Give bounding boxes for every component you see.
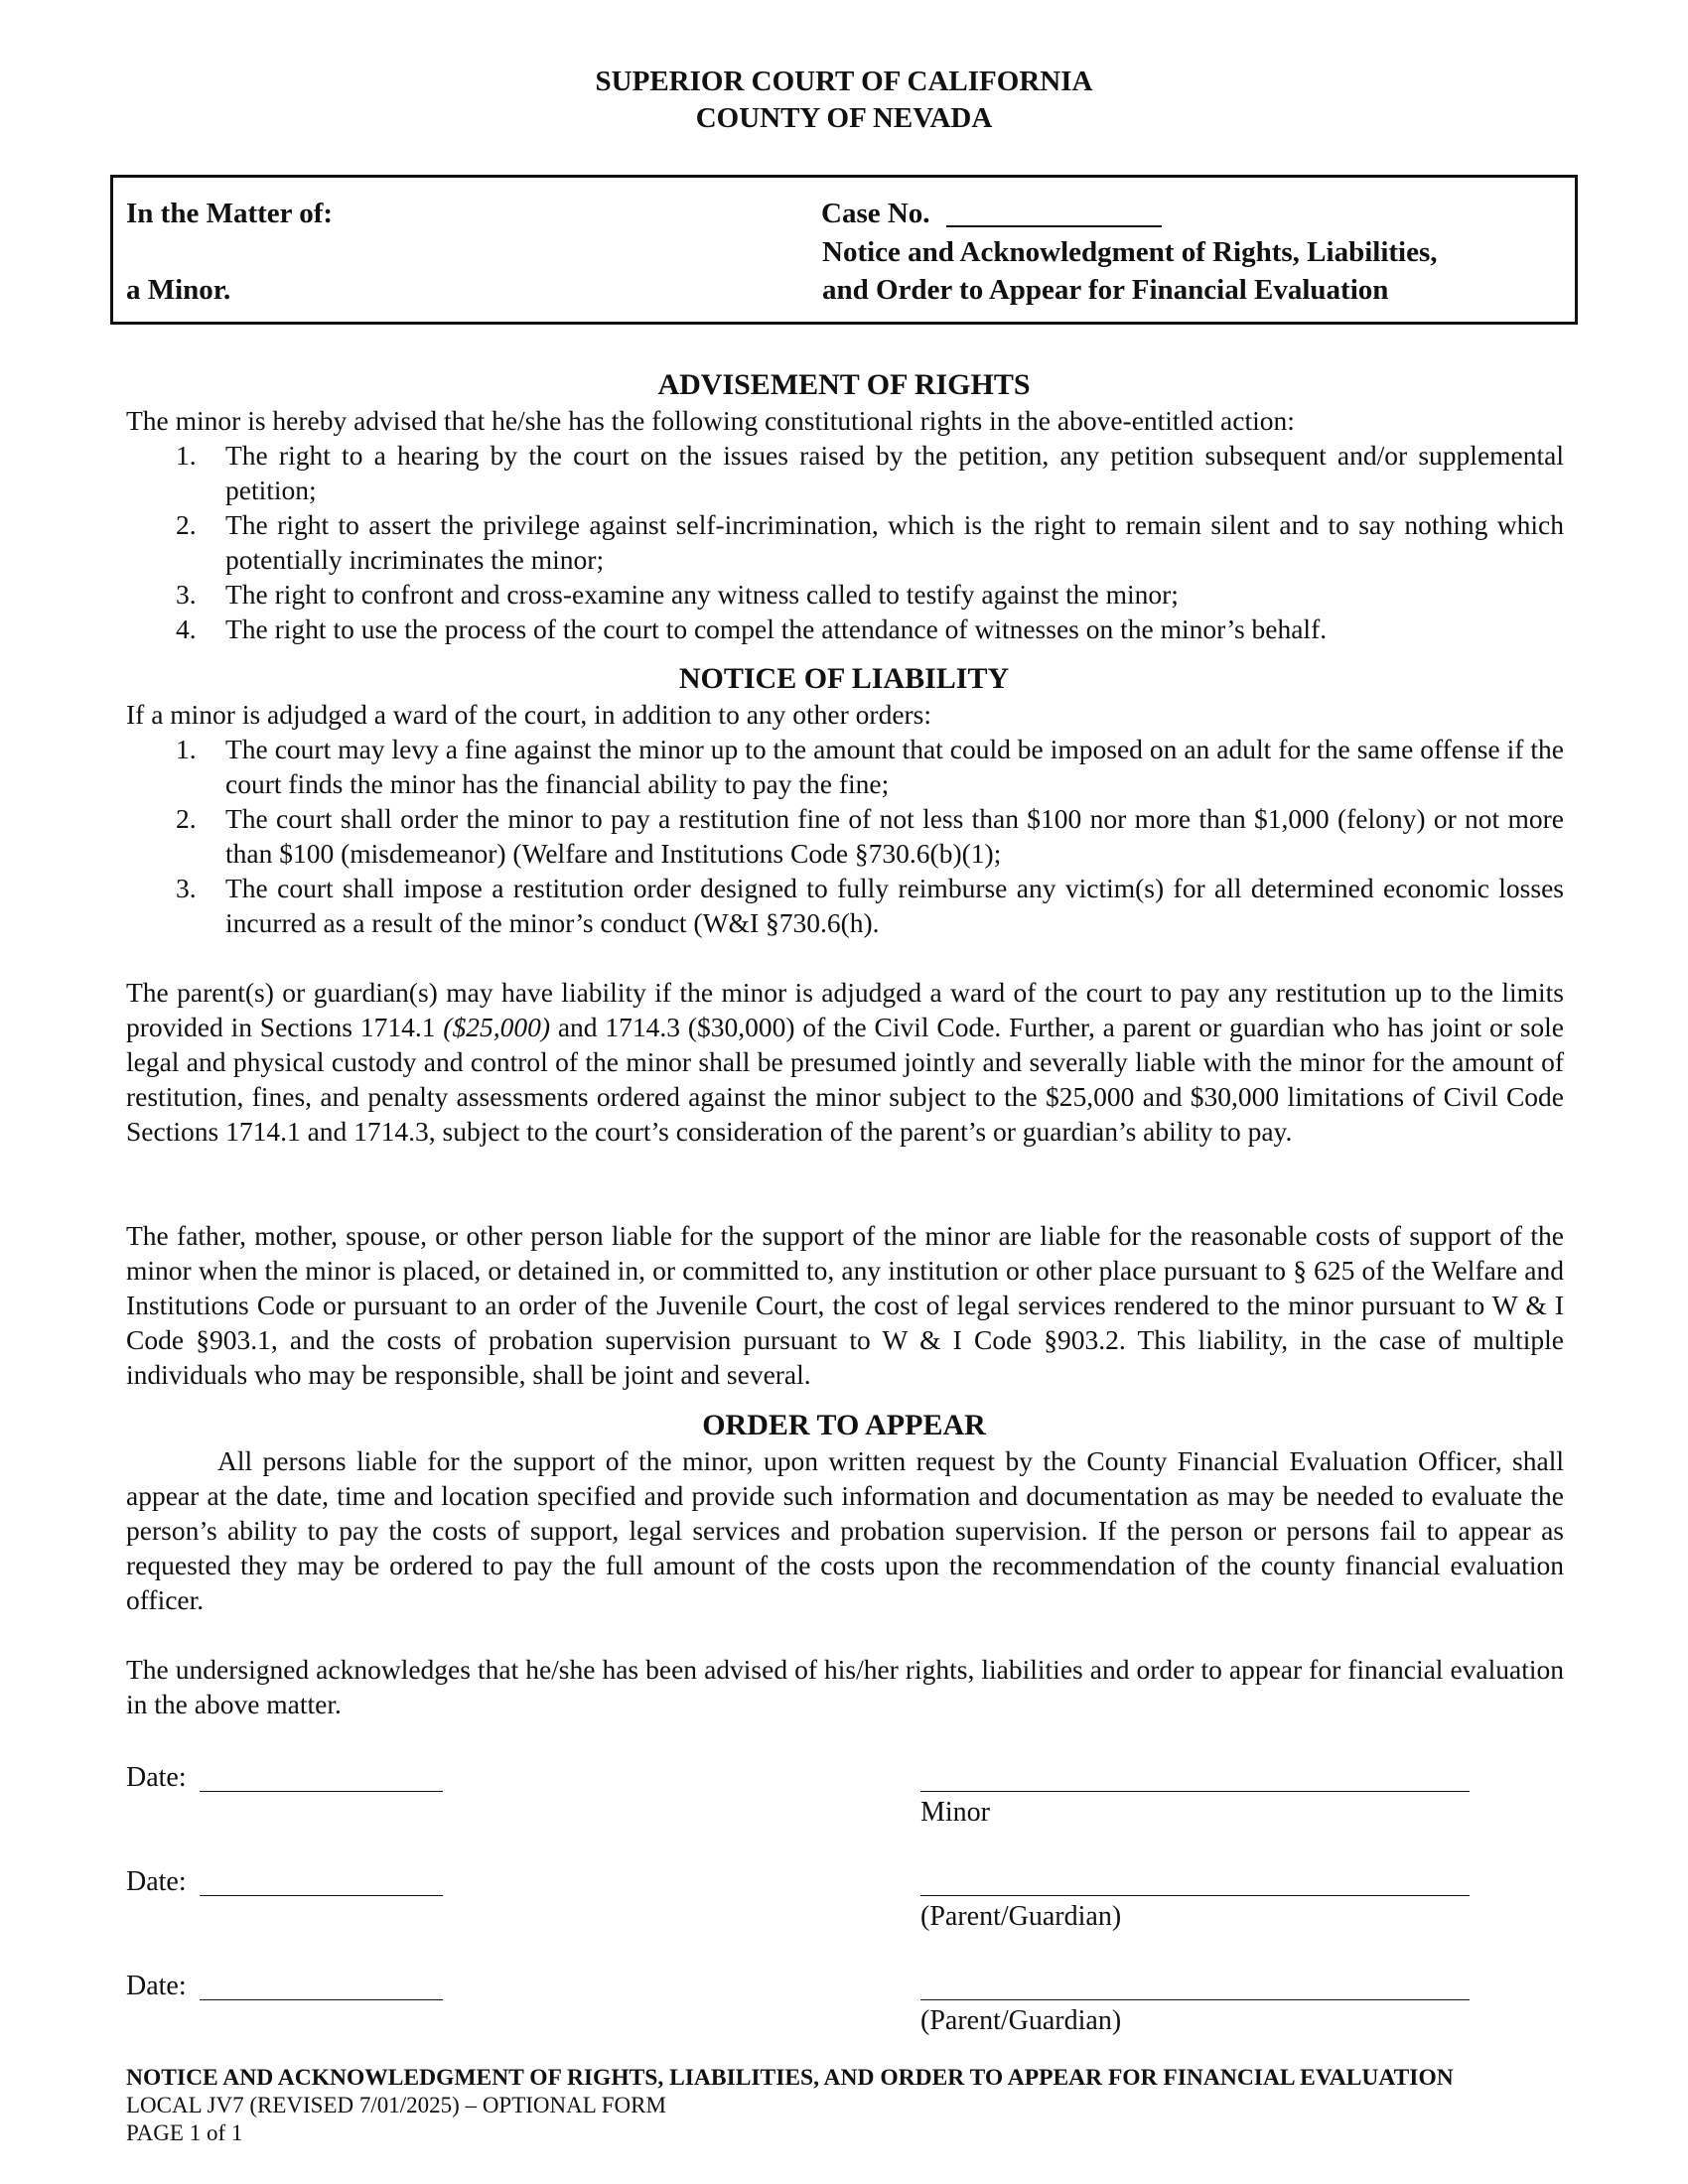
liability-item-text: The court shall impose a restitution order designed to fully reimburse any victim(s) for all determined economic losses incurred as a result of the minor’s conduct (W&I §730.6(h).	[225, 873, 1564, 938]
parent-guardian-signature-line[interactable]	[920, 1999, 1470, 2000]
rights-item-text: The right to a hearing by the court on the issues raised by the petition, any petition subsequent and/or supplemental petition;	[225, 440, 1564, 505]
footer-page-number: PAGE 1 of 1	[126, 2120, 243, 2145]
date-label: Date:	[126, 1971, 187, 2001]
order-heading: ORDER TO APPEAR	[702, 1409, 986, 1441]
liability-intro: If a minor is adjudged a ward of the court, in addition to any other orders:	[126, 699, 932, 730]
order-paragraph: All persons liable for the support of the minor, upon written request by the County Financial Evaluation Officer, shall appear at the date, time and location specified and provide such information and documentation as may be needed to evaluate the person’s ability to pay the costs of support, legal services and probation supervision. If the person or persons fail to appear as requested they may be ordered to pay the full amount of the costs upon the recommendation of the county financial evaluation officer.	[126, 1445, 1564, 1615]
liability-heading: NOTICE OF LIABILITY	[678, 662, 1010, 695]
signer-label: (Parent/Guardian)	[920, 1901, 1122, 1932]
case-no-field[interactable]	[946, 196, 1162, 227]
date-label: Date:	[126, 1866, 187, 1897]
minor-label: a Minor.	[126, 274, 231, 306]
liability-item-text: The court shall order the minor to pay a restitution fine of not less than $100 nor more than $1,000 (felony) or not more than $100 (misdemeanor) (Welfare and Institutions Code §730.6(b)(1);	[225, 803, 1564, 869]
rights-item-text: The right to assert the privilege against self-incrimination, which is the right to remain silent and to say nothing which potentially incriminates the minor;	[225, 509, 1564, 575]
liability-item-text: The court may levy a fine against the minor up to the amount that could be imposed on an adult for the same offense if the court finds the minor has the financial ability to pay the fine;	[225, 734, 1564, 799]
rights-item-text: The right to confront and cross-examine any witness called to testify against the minor;	[225, 579, 1179, 610]
date-label: Date:	[126, 1762, 187, 1793]
rights-intro: The minor is hereby advised that he/she has the following constitutional rights in the above-entitled action:	[126, 405, 1295, 436]
liability-item-number: 2.	[176, 803, 197, 834]
county-name: COUNTY OF NEVADA	[695, 102, 993, 134]
liability-item-number: 1.	[176, 734, 197, 764]
minor-signature-line[interactable]	[920, 1791, 1470, 1792]
footer-form-title: NOTICE AND ACKNOWLEDGMENT OF RIGHTS, LIABILITIES, AND ORDER TO APPEAR FOR FINANCIAL EVALUATION	[126, 2065, 1454, 2091]
rights-item-number: 2.	[176, 509, 197, 540]
rights-heading: ADVISEMENT OF RIGHTS	[657, 368, 1031, 401]
acknowledgment-paragraph: The undersigned acknowledges that he/she has been advised of his/her rights, liabilities and order to appear for financial evaluation in the above matter.	[126, 1654, 1564, 1719]
court-name: SUPERIOR COURT OF CALIFORNIA	[595, 66, 1093, 97]
form-title-line2: and Order to Appear for Financial Evaluation	[822, 274, 1389, 306]
liability-item-number: 3.	[176, 873, 197, 903]
parent-liability-text-b: and 1714.3 ($30,000) of the Civil Code. Further, a parent or guardian who has joint or sole legal and physical custody and control of the minor shall be presumed jointly and severally liable with the minor for the amount of restitution, fines, and penalty assessments ordered against the minor subject to the $25,000 and $30,000 limitations of Civil Code Sections 1714.1 and 1714.3, subject to the court’s consideration of the parent’s or guardian’s ability to pay.	[126, 1012, 1564, 1147]
parent-guardian-signature-line[interactable]	[920, 1895, 1470, 1896]
parent-liability-limit: ($25,000)	[443, 1012, 550, 1042]
parent-liability-paragraph	[126, 975, 1564, 1149]
footer-form-id: LOCAL JV7 (REVISED 7/01/2025) – OPTIONAL FORM	[126, 2093, 666, 2117]
date-line[interactable]	[200, 1999, 443, 2000]
date-line[interactable]	[200, 1895, 443, 1896]
rights-item-text: The right to use the process of the court to compel the attendance of witnesses on the minor’s behalf.	[225, 614, 1328, 644]
support-liability-paragraph: The father, mother, spouse, or other person liable for the support of the minor are liable for the reasonable costs of support of the minor when the minor is placed, or detained in, or committed to, any institution or other place pursuant to § 625 of the Welfare and Institutions Code or pursuant to an order of the Juvenile Court, the cost of legal services rendered to the minor pursuant to W & I Code §903.1, and the costs of probation supervision pursuant to W & I Code §903.2. This liability, in the case of multiple individuals who may be responsible, shall be joint and several.	[126, 1220, 1564, 1390]
signer-label: Minor	[920, 1797, 990, 1828]
rights-item-number: 1.	[176, 440, 197, 471]
signer-label: (Parent/Guardian)	[920, 2005, 1122, 2036]
case-no-label: Case No.	[821, 198, 930, 229]
parent-liability-text-a: The parent(s) or guardian(s) may have liability if the minor is adjudged a ward of the court to pay any restitution up to the limits provided in Sections 1714.1	[126, 977, 1564, 1042]
rights-item-number: 3.	[176, 579, 197, 610]
matter-label: In the Matter of:	[126, 198, 334, 229]
rights-item-number: 4.	[176, 614, 197, 644]
form-title-line1: Notice and Acknowledgment of Rights, Liabilities,	[822, 236, 1438, 268]
date-line[interactable]	[200, 1791, 443, 1792]
